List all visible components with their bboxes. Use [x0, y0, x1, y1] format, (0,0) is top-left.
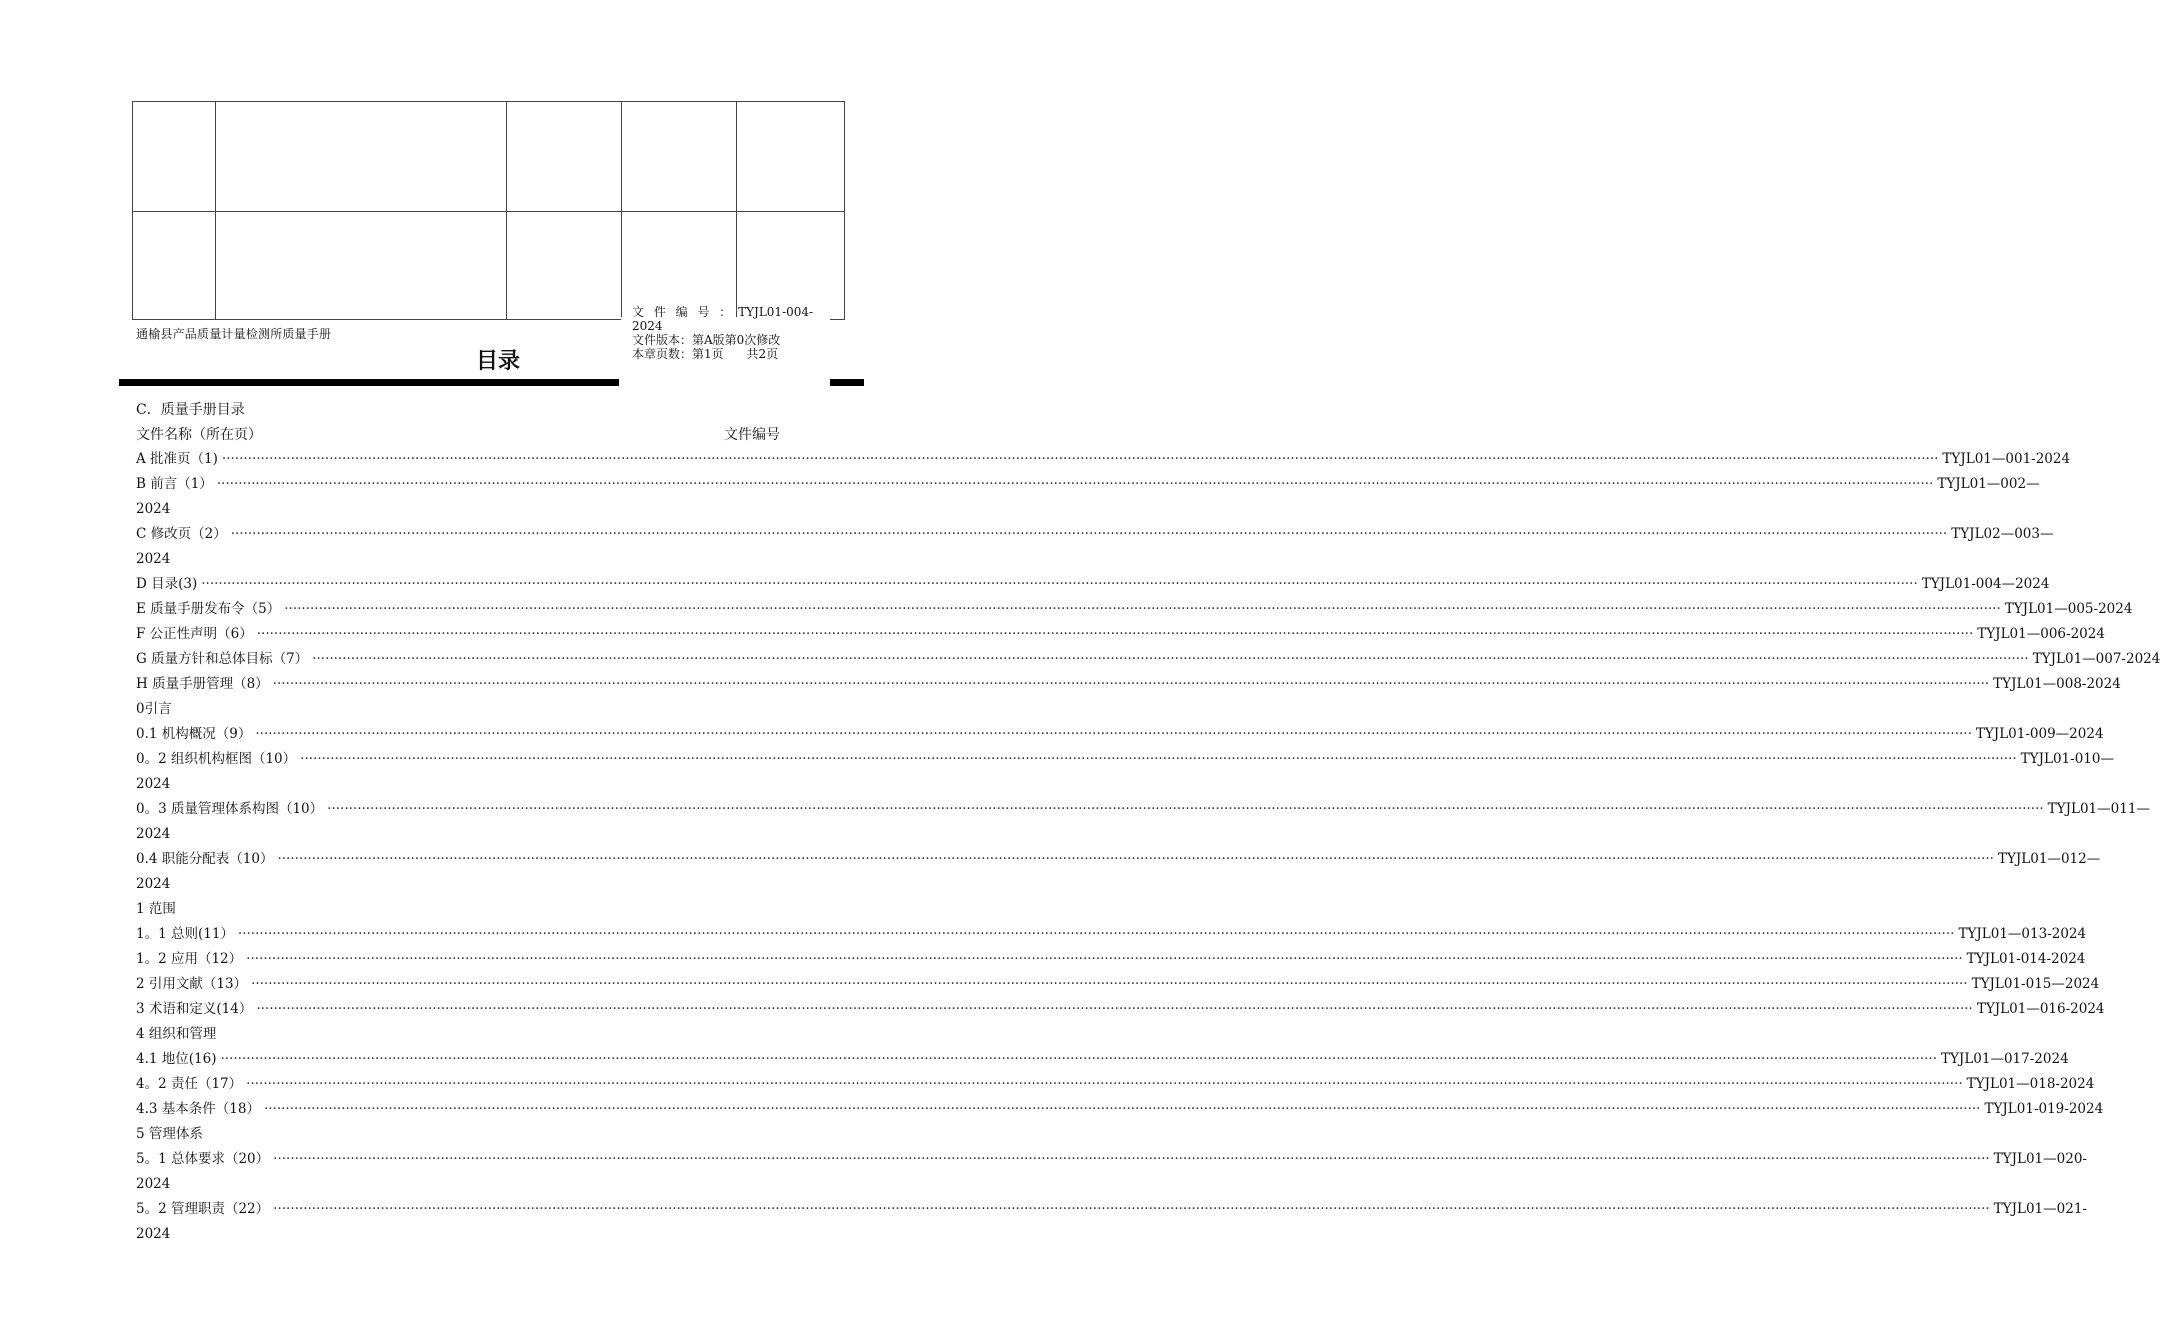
toc-entry: [136, 449, 2071, 474]
toc-entry-code: TYJL01—007-2024: [2032, 651, 2160, 667]
dot-leader: ················································································································································································································································································································································································································: [216, 476, 1934, 492]
toc-entry-title: 4。2 责任（17）: [136, 1076, 243, 1092]
dot-leader: ················································································································································································································································································································································································································: [201, 576, 1918, 592]
organization-name: 通榆县产品质量计量检测所质量手册: [136, 327, 332, 341]
dot-leader: ················································································································································································································································································································································································································: [284, 601, 2001, 617]
dot-leader: ················································································································································································································································································································································································································: [246, 1076, 1963, 1092]
toc-entry-code: TYJL01—002—: [1937, 476, 2040, 492]
toc-entry: [136, 749, 2114, 799]
toc-entry-title: 0.4 职能分配表（10）: [136, 851, 274, 867]
toc-entry-code: TYJL01—012—: [1997, 851, 2101, 867]
toc-entry: [136, 924, 2087, 949]
toc-heading-label: 1 范围: [136, 901, 176, 917]
dot-leader: ················································································································································································································································································································································································································: [220, 1051, 1937, 1067]
toc-entry-code: TYJL01—021-: [1993, 1201, 2087, 1217]
dot-leader: ················································································································································································································································································································································································································: [256, 1001, 1973, 1017]
toc-entry: [136, 649, 2160, 674]
toc-entry: [136, 624, 2105, 649]
toc-entry-title: 4.3 基本条件（18）: [136, 1101, 260, 1117]
toc-entry: [136, 674, 2121, 699]
toc-heading-label: 5 管理体系: [136, 1126, 203, 1142]
toc-entry-code: TYJL01—011—: [2047, 801, 2150, 817]
column-name-header: 文件名称（所在页）: [136, 427, 262, 443]
toc-entry: [136, 1199, 2087, 1249]
dot-leader: ················································································································································································································································································································································································································: [300, 751, 2017, 767]
toc-entry-code-continuation: 2024: [136, 776, 171, 792]
toc-entry-code: TYJL01—016-2024: [1976, 1001, 2105, 1017]
dot-leader: ················································································································································································································································································································································································································: [256, 626, 1974, 642]
document-meta: [632, 305, 822, 361]
toc-list: [136, 449, 2160, 1249]
toc-entry-code: TYJL01-004—2024: [1921, 576, 2050, 592]
toc-heading: [136, 1124, 864, 1149]
toc-entry-title: G 质量方针和总体目标（7）: [136, 651, 309, 667]
toc-entry: [136, 974, 2100, 999]
toc-entry: [136, 524, 2054, 574]
toc-entry-title: A 批准页（1): [136, 451, 218, 467]
toc-entry-code: TYJL02—003—: [1951, 526, 2054, 542]
page-title: 目录: [476, 349, 521, 374]
toc-entry-code: TYJL01—017-2024: [1941, 1051, 2069, 1067]
toc-entry-code-continuation: 2024: [136, 501, 171, 517]
toc-column-headers: [136, 424, 864, 444]
dot-leader: ················································································································································································································································································································································································································: [263, 1101, 1981, 1117]
toc-entry-code: TYJL01—020-: [1993, 1151, 2087, 1167]
toc-entry-code: TYJL01-010—: [2020, 751, 2114, 767]
toc-entry-title: 0。3 质量管理体系构图（10）: [136, 801, 324, 817]
toc-entry-title: 2 引用文献（13）: [136, 976, 248, 992]
toc-entry-title: 4.1 地位(16): [136, 1051, 217, 1067]
toc-entry-code: TYJL01-009—2024: [1975, 726, 2104, 742]
toc-entry-title: D 目录(3): [136, 576, 198, 592]
file-number-year: 2024: [632, 319, 663, 333]
toc-entry-title: F 公正性声明（6）: [136, 626, 253, 642]
dot-leader: ················································································································································································································································································································································································································: [312, 651, 2029, 667]
toc-entry: [136, 1149, 2087, 1199]
toc-entry-title: 1。2 应用（12）: [136, 951, 243, 967]
toc-entry: [136, 724, 2104, 749]
toc-entry-code: TYJL01—008-2024: [1993, 676, 2121, 692]
file-number-label: 文 件 编 号 ：: [632, 305, 735, 319]
toc-entry-title: 5。2 管理职责（22）: [136, 1201, 270, 1217]
toc-entry-title: H 质量手册管理（8）: [136, 676, 269, 692]
toc-entry-title: C 修改页（2）: [136, 526, 227, 542]
dot-leader: ················································································································································································································································································································································································································: [251, 976, 1968, 992]
toc-entry-code: TYJL01—018-2024: [1966, 1076, 2095, 1092]
toc-entry-code: TYJL01-014-2024: [1966, 951, 2086, 967]
toc-entry-code-continuation: 2024: [136, 551, 171, 567]
toc-entry-title: 0.1 机构概况（9）: [136, 726, 252, 742]
toc-entry: [136, 799, 2150, 849]
toc-heading-label: 0引言: [136, 701, 172, 717]
toc-entry-title: E 质量手册发布令（5）: [136, 601, 281, 617]
dot-leader: ················································································································································································································································································································································································································: [272, 676, 1990, 692]
toc-entry: [136, 599, 2133, 624]
header-rule: [119, 379, 619, 386]
dot-leader: ················································································································································································································································································································································································································: [230, 526, 1948, 542]
toc-entry: [136, 1049, 2069, 1074]
toc-entry: [136, 849, 2101, 899]
toc-heading: [136, 1024, 864, 1049]
toc-entry-code: TYJL01—013-2024: [1958, 926, 2087, 942]
toc-entry: [136, 999, 2105, 1024]
dot-leader: ················································································································································································································································································································································································································: [327, 801, 2044, 817]
file-version: 文件版本：第A版第0次修改: [632, 333, 781, 347]
toc-entry-title: B 前言（1）: [136, 476, 213, 492]
toc-entry-code-continuation: 2024: [136, 826, 171, 842]
chapter-pages-total: 共2页: [746, 347, 779, 361]
column-code-header: 文件编号: [724, 427, 780, 443]
toc-heading: [136, 699, 864, 724]
dot-leader: ················································································································································································································································································································································································································: [221, 451, 1939, 467]
toc-entry-code-continuation: 2024: [136, 1176, 171, 1192]
dot-leader: ················································································································································································································································································································································································································: [273, 1201, 1990, 1217]
toc-entry-code-continuation: 2024: [136, 1226, 171, 1242]
toc-entry: [136, 574, 2050, 599]
toc-entry: [136, 1074, 2095, 1099]
toc-entry: [136, 474, 2040, 524]
toc-entry-code: TYJL01—005-2024: [2004, 601, 2133, 617]
dot-leader: ················································································································································································································································································································································································································: [277, 851, 1994, 867]
file-number-value: TYJL01-004-: [738, 305, 814, 319]
toc-entry-title: 0。2 组织机构框图（10）: [136, 751, 297, 767]
toc-entry-title: 1。1 总则(11）: [136, 926, 234, 942]
dot-leader: ················································································································································································································································································································································································································: [246, 951, 1963, 967]
header-grid-table: [132, 101, 845, 320]
dot-leader: ················································································································································································································································································································································································································: [237, 926, 1955, 942]
chapter-pages: 本章页数：第1页: [632, 347, 724, 361]
toc-entry: [136, 949, 2086, 974]
toc-heading-label: 4 组织和管理: [136, 1026, 217, 1042]
section-title: C．质量手册目录: [136, 402, 245, 418]
toc-heading: [136, 899, 864, 924]
toc-entry-code: TYJL01—006-2024: [1977, 626, 2105, 642]
toc-entry-code-continuation: 2024: [136, 876, 171, 892]
toc-entry-title: 3 术语和定义(14）: [136, 1001, 253, 1017]
toc-entry-code: TYJL01—001-2024: [1942, 451, 2071, 467]
header-rule-right: [830, 379, 864, 386]
toc-entry-code: TYJL01-015—2024: [1971, 976, 2100, 992]
toc-entry: [136, 1099, 2104, 1124]
dot-leader: ················································································································································································································································································································································································································: [273, 1151, 1990, 1167]
toc-entry-title: 5。1 总体要求（20）: [136, 1151, 270, 1167]
dot-leader: ················································································································································································································································································································································································································: [255, 726, 1972, 742]
toc-entry-code: TYJL01-019-2024: [1984, 1101, 2104, 1117]
